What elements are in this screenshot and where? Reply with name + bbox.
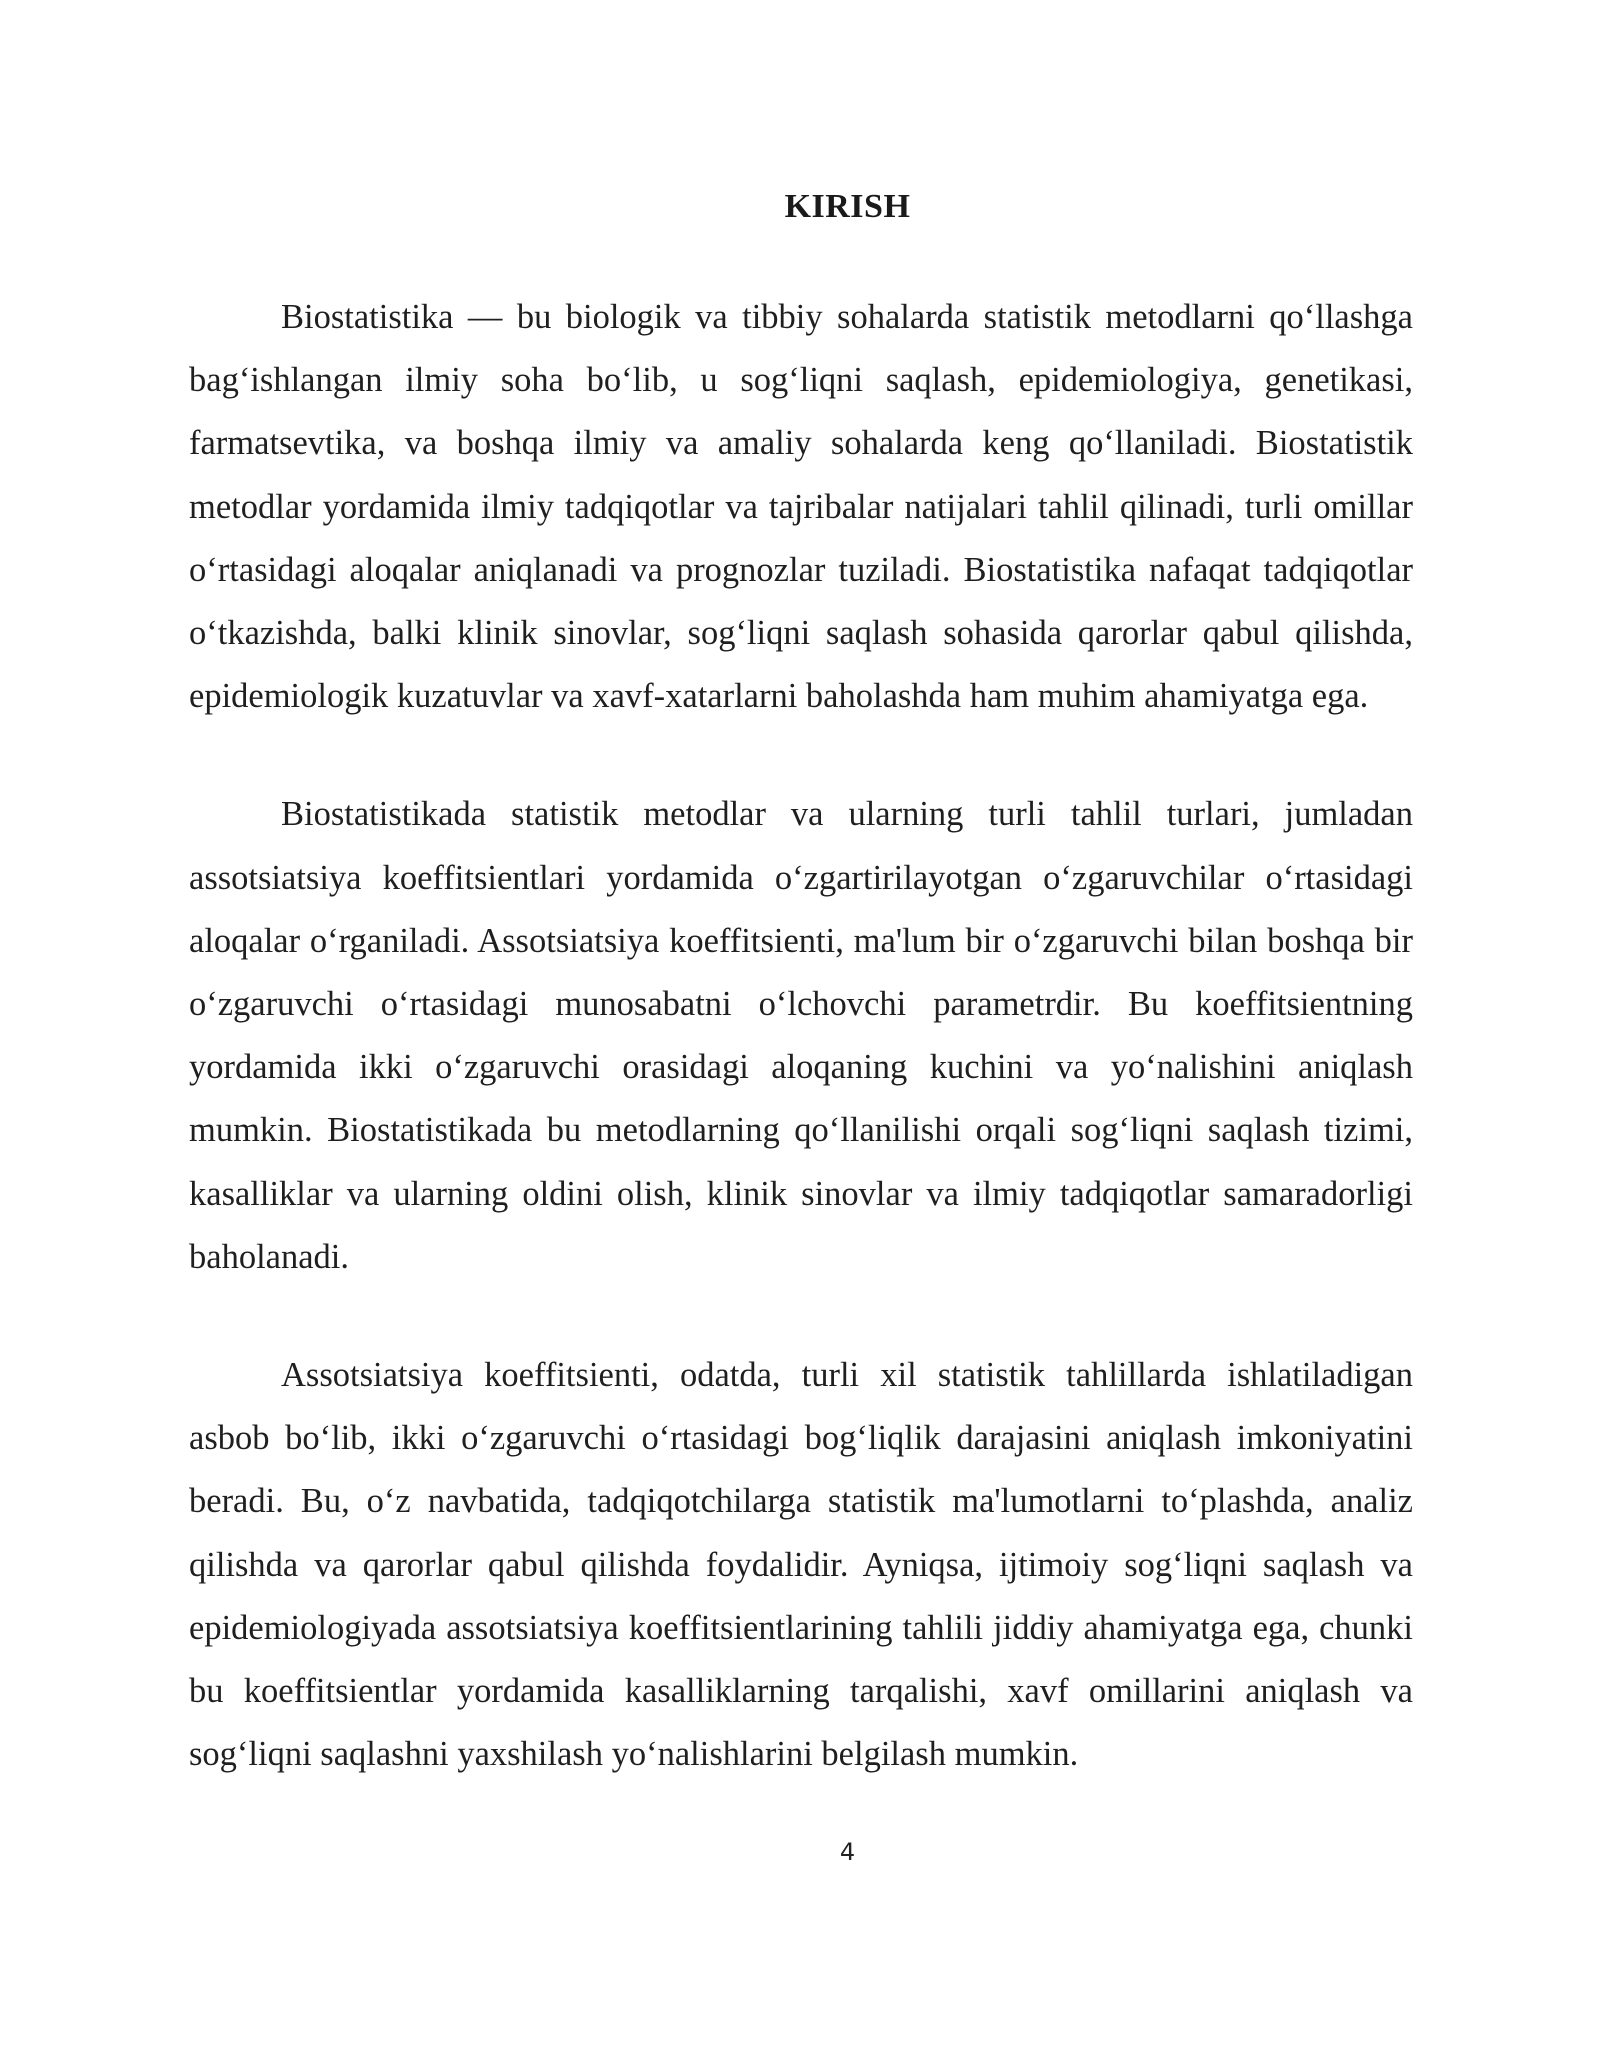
page-title: KIRISH: [784, 188, 911, 225]
paragraph-2: Biostatistikada statistik metodlar va ularning turli tahlil turlari, jumladan assotsiatsiya koeffitsientlari yordamida o‘zgartirilayotgan o‘zgaruvchilar o‘rtasidagi aloqalar o‘rganiladi. Assotsiatsiya koeffitsienti, ma'lum bir o‘zgaruvchi bilan boshqa bir o‘zgaruvchi o‘rtasidagi munosabatni o‘lchovchi parametrdir. Bu koeffitsientning yordamida ikki o‘zgaruvchi orasidagi aloqaning kuchini va yo‘nalishini aniqlash mumkin. Biostatistikada bu metodlarning qo‘llanilishi orqali sog‘liqni saqlash tizimi, kasalliklar va ularning oldini olish, klinik sinovlar va ilmiy tadqiqotlar samaradorligi baholanadi.: [189, 795, 1413, 1276]
page-number: 4: [839, 1838, 856, 1866]
paragraph-1: Biostatistika — bu biologik va tibbiy sohalarda statistik metodlarni qo‘llashga bag‘ishlangan ilmiy soha bo‘lib, u sog‘liqni saqlash, epidemiologiya, genetikasi, farmatsevtika, va boshqa ilmiy va amaliy sohalarda keng qo‘llaniladi. Biostatistik metodlar yordamida ilmiy tadqiqotlar va tajribalar natijalari tahlil qilinadi, turli omillar o‘rtasidagi aloqalar aniqlanadi va prognozlar tuziladi. Biostatistika nafaqat tadqiqotlar o‘tkazishda, balki klinik sinovlar, sog‘liqni saqlash sohasida qarorlar qabul qilishda, epidemiologik kuzatuvlar va xavf-xatarlarni baholashda ham muhim ahamiyatga ega.: [189, 298, 1413, 716]
document-body: [189, 286, 1413, 1841]
paragraph-3: Assotsiatsiya koeffitsienti, odatda, turli xil statistik tahlillarda ishlatiladigan asbob bo‘lib, ikki o‘zgaruvchi o‘rtasidagi bog‘liqlik darajasini aniqlash imkoniyatini beradi. Bu, o‘z navbatida, tadqiqotchilarga statistik ma'lumotlarni to‘plashda, analiz qilishda va qarorlar qabul qilishda foydalidir. Ayniqsa, ijtimoiy sog‘liqni saqlash va epidemiologiyada assotsiatsiya koeffitsientlarining tahlili jiddiy ahamiyatga ega, chunki bu koeffitsientlar yordamida kasalliklarning tarqalishi, xavf omillarini aniqlash va sog‘liqni saqlashni yaxshilash yo‘nalishlarini belgilash mumkin.: [189, 1356, 1413, 1774]
